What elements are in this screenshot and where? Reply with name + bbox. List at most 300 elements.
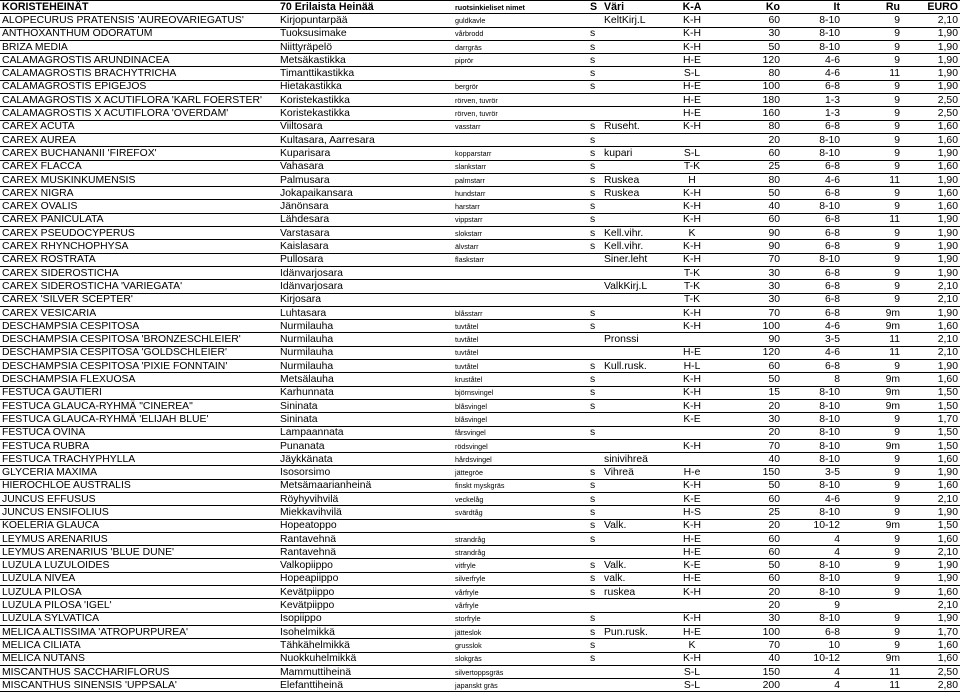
cell-bloom-time: 10-12	[782, 519, 842, 532]
cell-price-euro: 2,10	[902, 346, 960, 359]
table-row	[0, 679, 960, 692]
cell-height: 30	[722, 280, 782, 293]
cell-native-flag: s	[588, 519, 602, 532]
cell-price-euro: 2,10	[902, 492, 960, 505]
table-row	[0, 439, 960, 452]
cell-bloom-time: 4	[782, 679, 842, 692]
cell-price-group: 9	[842, 240, 902, 253]
header-price-euro: EURO	[902, 1, 960, 14]
cell-height: 120	[722, 54, 782, 67]
cell-swedish-name	[453, 266, 588, 279]
cell-swedish-name	[453, 293, 588, 306]
cell-native-flag	[588, 546, 602, 559]
cell-finnish-name: Lähdesara	[278, 213, 453, 226]
cell-swedish-name: strandråg	[453, 546, 588, 559]
cell-price-euro: 2,50	[902, 665, 960, 678]
cell-price-euro: 1,90	[902, 40, 960, 53]
cell-price-group: 9	[842, 253, 902, 266]
cell-bloom-time: 8-10	[782, 426, 842, 439]
cell-price-group: 9	[842, 293, 902, 306]
cell-native-flag	[588, 453, 602, 466]
cell-finnish-name: Luhtasara	[278, 306, 453, 319]
cell-height: 60	[722, 14, 782, 27]
cell-moisture: H-E	[662, 54, 722, 67]
header-height: Ko	[722, 1, 782, 14]
cell-price-group: 9m	[842, 320, 902, 333]
cell-moisture: K-H	[662, 27, 722, 40]
cell-bloom-time: 8-10	[782, 133, 842, 146]
cell-finnish-name: Koristekastikka	[278, 94, 453, 107]
cell-native-flag: s	[588, 360, 602, 373]
cell-price-euro: 1,50	[902, 399, 960, 412]
cell-finnish-name: Sininata	[278, 413, 453, 426]
header-finnish-name: 70 Erilaista Heinää	[278, 1, 453, 14]
cell-latin-name: DESCHAMPSIA CESPITOSA 'PIXIE FONNTAIN'	[0, 360, 278, 373]
cell-height: 50	[722, 373, 782, 386]
cell-swedish-name: flaskstarr	[453, 253, 588, 266]
cell-finnish-name: Nuokkuhelmikkä	[278, 652, 453, 665]
cell-bloom-time: 9	[782, 599, 842, 612]
cell-price-group: 11	[842, 346, 902, 359]
cell-price-group: 11	[842, 213, 902, 226]
cell-price-euro: 2,10	[902, 14, 960, 27]
cell-native-flag: s	[588, 187, 602, 200]
cell-swedish-name: älvstarr	[453, 240, 588, 253]
cell-height: 70	[722, 306, 782, 319]
table-row	[0, 187, 960, 200]
cell-latin-name: ALOPECURUS PRATENSIS 'AUREOVARIEGATUS'	[0, 14, 278, 27]
cell-height: 15	[722, 386, 782, 399]
cell-bloom-time: 4-6	[782, 67, 842, 80]
cell-color	[602, 320, 662, 333]
cell-price-group: 9	[842, 160, 902, 173]
cell-price-group: 9	[842, 453, 902, 466]
cell-moisture: S-L	[662, 67, 722, 80]
cell-height: 60	[722, 546, 782, 559]
cell-latin-name: KOELERIA GLAUCA	[0, 519, 278, 532]
cell-price-group: 9	[842, 360, 902, 373]
cell-latin-name: JUNCUS EFFUSUS	[0, 492, 278, 505]
cell-swedish-name: vasstarr	[453, 120, 588, 133]
cell-price-euro: 1,90	[902, 306, 960, 319]
cell-color	[602, 373, 662, 386]
cell-price-euro: 1,90	[902, 80, 960, 93]
cell-height: 20	[722, 519, 782, 532]
cell-native-flag: s	[588, 133, 602, 146]
cell-finnish-name: Idänvarjosara	[278, 280, 453, 293]
cell-price-euro: 2,10	[902, 546, 960, 559]
cell-price-euro: 1,60	[902, 160, 960, 173]
cell-bloom-time: 8-10	[782, 386, 842, 399]
cell-latin-name: CALAMAGROSTIS ARUNDINACEA	[0, 54, 278, 67]
cell-moisture: H-E	[662, 107, 722, 120]
cell-color	[602, 665, 662, 678]
cell-finnish-name: Koristekastikka	[278, 107, 453, 120]
cell-height: 100	[722, 625, 782, 638]
cell-price-group: 9m	[842, 373, 902, 386]
cell-height: 60	[722, 360, 782, 373]
cell-bloom-time: 4-6	[782, 320, 842, 333]
cell-swedish-name: vippstarr	[453, 213, 588, 226]
cell-price-euro: 1,60	[902, 187, 960, 200]
cell-height: 30	[722, 413, 782, 426]
cell-height: 80	[722, 67, 782, 80]
cell-price-euro: 1,60	[902, 586, 960, 599]
cell-native-flag: s	[588, 572, 602, 585]
table-row	[0, 14, 960, 27]
cell-latin-name: LUZULA NIVEA	[0, 572, 278, 585]
cell-latin-name: LEYMUS ARENARIUS 'BLUE DUNE'	[0, 546, 278, 559]
table-row	[0, 293, 960, 306]
cell-height: 90	[722, 333, 782, 346]
cell-price-group: 9	[842, 40, 902, 53]
cell-price-group: 9	[842, 546, 902, 559]
cell-native-flag: s	[588, 479, 602, 492]
cell-latin-name: CAREX BUCHANANII 'FIREFOX'	[0, 147, 278, 160]
cell-swedish-name: piprör	[453, 54, 588, 67]
cell-bloom-time: 4	[782, 546, 842, 559]
cell-latin-name: CAREX OVALIS	[0, 200, 278, 213]
cell-height: 30	[722, 612, 782, 625]
table-row	[0, 27, 960, 40]
cell-price-group: 9	[842, 572, 902, 585]
table-row	[0, 599, 960, 612]
cell-bloom-time: 10	[782, 639, 842, 652]
cell-moisture: K-H	[662, 652, 722, 665]
cell-price-euro: 1,60	[902, 373, 960, 386]
cell-finnish-name: Vahasara	[278, 160, 453, 173]
cell-moisture: K-H	[662, 187, 722, 200]
cell-moisture: K-H	[662, 439, 722, 452]
table-row	[0, 572, 960, 585]
cell-height: 40	[722, 200, 782, 213]
cell-swedish-name: blåsvingel	[453, 399, 588, 412]
cell-swedish-name: tuvtåtel	[453, 360, 588, 373]
cell-height: 80	[722, 173, 782, 186]
cell-price-group: 9	[842, 612, 902, 625]
cell-price-euro: 2,80	[902, 679, 960, 692]
cell-height: 150	[722, 665, 782, 678]
cell-price-group: 9	[842, 27, 902, 40]
table-row	[0, 320, 960, 333]
cell-moisture: K-H	[662, 306, 722, 319]
cell-bloom-time: 8-10	[782, 559, 842, 572]
cell-native-flag: s	[588, 320, 602, 333]
cell-price-group: 9m	[842, 306, 902, 319]
cell-finnish-name: Rantavehnä	[278, 546, 453, 559]
cell-native-flag	[588, 665, 602, 678]
cell-finnish-name: Nurmilauha	[278, 360, 453, 373]
cell-finnish-name: Kevätpiippo	[278, 599, 453, 612]
cell-native-flag: s	[588, 27, 602, 40]
cell-price-euro: 1,70	[902, 625, 960, 638]
cell-latin-name: CAREX ROSTRATA	[0, 253, 278, 266]
cell-native-flag	[588, 253, 602, 266]
cell-swedish-name: darrgräs	[453, 40, 588, 53]
table-row	[0, 120, 960, 133]
cell-color	[602, 492, 662, 505]
cell-swedish-name: silvertoppsgräs	[453, 665, 588, 678]
cell-bloom-time: 8-10	[782, 439, 842, 452]
cell-bloom-time: 8	[782, 373, 842, 386]
cell-color	[602, 386, 662, 399]
table-row	[0, 453, 960, 466]
cell-price-euro: 1,90	[902, 173, 960, 186]
cell-moisture: H-S	[662, 506, 722, 519]
cell-price-euro: 1,90	[902, 27, 960, 40]
cell-bloom-time: 8-10	[782, 413, 842, 426]
cell-moisture: H-E	[662, 572, 722, 585]
cell-color: Ruskea	[602, 173, 662, 186]
cell-price-euro: 1,60	[902, 639, 960, 652]
cell-price-group: 9	[842, 280, 902, 293]
cell-swedish-name	[453, 133, 588, 146]
cell-latin-name: CAREX VESICARIA	[0, 306, 278, 319]
cell-swedish-name: slankstarr	[453, 160, 588, 173]
cell-finnish-name: Sininata	[278, 399, 453, 412]
cell-finnish-name: Miekkavihvilä	[278, 506, 453, 519]
cell-moisture: K-E	[662, 492, 722, 505]
cell-finnish-name: Isopiippo	[278, 612, 453, 625]
cell-moisture: S-L	[662, 679, 722, 692]
cell-price-euro: 1,60	[902, 200, 960, 213]
cell-swedish-name: veckelåg	[453, 492, 588, 505]
table-row	[0, 160, 960, 173]
cell-native-flag	[588, 439, 602, 452]
cell-latin-name: MISCANTHUS SACCHARIFLORUS	[0, 665, 278, 678]
cell-height: 30	[722, 266, 782, 279]
cell-native-flag: s	[588, 612, 602, 625]
cell-color	[602, 612, 662, 625]
cell-native-flag: s	[588, 559, 602, 572]
cell-latin-name: LUZULA LUZULOIDES	[0, 559, 278, 572]
cell-height: 100	[722, 80, 782, 93]
cell-height: 40	[722, 453, 782, 466]
cell-finnish-name: Lampaannata	[278, 426, 453, 439]
cell-swedish-name: jättegröe	[453, 466, 588, 479]
cell-native-flag: s	[588, 466, 602, 479]
header-latin-name: KORISTEHEINÄT	[0, 1, 278, 14]
cell-native-flag	[588, 107, 602, 120]
table-row	[0, 333, 960, 346]
cell-height: 200	[722, 679, 782, 692]
cell-latin-name: CALAMAGROSTIS X ACUTIFLORA 'OVERDAM'	[0, 107, 278, 120]
cell-price-euro: 1,60	[902, 453, 960, 466]
cell-native-flag: s	[588, 80, 602, 93]
cell-swedish-name: blåsvingel	[453, 413, 588, 426]
cell-bloom-time: 8-10	[782, 40, 842, 53]
cell-price-group: 9	[842, 492, 902, 505]
cell-finnish-name: Kaislasara	[278, 240, 453, 253]
cell-native-flag: s	[588, 54, 602, 67]
cell-latin-name: FESTUCA OVINA	[0, 426, 278, 439]
cell-finnish-name: Metsäkastikka	[278, 54, 453, 67]
table-row	[0, 426, 960, 439]
table-row	[0, 532, 960, 545]
cell-latin-name: MELICA CILIATA	[0, 639, 278, 652]
cell-moisture: K-H	[662, 586, 722, 599]
cell-bloom-time: 8-10	[782, 506, 842, 519]
cell-color: Kull.rusk.	[602, 360, 662, 373]
cell-native-flag: s	[588, 532, 602, 545]
cell-color	[602, 200, 662, 213]
table-row	[0, 360, 960, 373]
cell-color	[602, 94, 662, 107]
cell-latin-name: CAREX MUSKINKUMENSIS	[0, 173, 278, 186]
cell-native-flag	[588, 266, 602, 279]
table-row	[0, 399, 960, 412]
cell-native-flag	[588, 599, 602, 612]
cell-moisture: K-H	[662, 240, 722, 253]
cell-swedish-name: guldkavle	[453, 14, 588, 27]
cell-bloom-time: 8-10	[782, 27, 842, 40]
cell-bloom-time: 8-10	[782, 253, 842, 266]
cell-price-euro: 1,90	[902, 227, 960, 240]
cell-color	[602, 27, 662, 40]
cell-color: Valk.	[602, 519, 662, 532]
cell-bloom-time: 8-10	[782, 479, 842, 492]
cell-finnish-name: Hopeapiippo	[278, 572, 453, 585]
cell-swedish-name: japanskt gräs	[453, 679, 588, 692]
cell-bloom-time: 6-8	[782, 240, 842, 253]
cell-native-flag	[588, 333, 602, 346]
cell-native-flag: s	[588, 492, 602, 505]
cell-color: Pun.rusk.	[602, 625, 662, 638]
cell-moisture	[662, 133, 722, 146]
cell-bloom-time: 6-8	[782, 280, 842, 293]
cell-moisture: T-K	[662, 160, 722, 173]
cell-color	[602, 266, 662, 279]
cell-color: KeltKirj.L	[602, 14, 662, 27]
cell-moisture: K-E	[662, 413, 722, 426]
cell-swedish-name: hårdsvingel	[453, 453, 588, 466]
cell-finnish-name: Röyhyvihvilä	[278, 492, 453, 505]
cell-finnish-name: Valkopiippo	[278, 559, 453, 572]
cell-latin-name: CAREX SIDEROSTICHA 'VARIEGATA'	[0, 280, 278, 293]
cell-color: Ruseht.	[602, 120, 662, 133]
cell-native-flag: s	[588, 200, 602, 213]
cell-latin-name: JUNCUS ENSIFOLIUS	[0, 506, 278, 519]
cell-finnish-name: Hopeatoppo	[278, 519, 453, 532]
cell-bloom-time: 4	[782, 665, 842, 678]
cell-finnish-name: Jäykkänata	[278, 453, 453, 466]
cell-bloom-time: 6-8	[782, 360, 842, 373]
cell-latin-name: FESTUCA GLAUCA-RYHMÄ 'ELIJAH BLUE'	[0, 413, 278, 426]
cell-price-euro: 1,90	[902, 54, 960, 67]
cell-finnish-name: Nurmilauha	[278, 333, 453, 346]
cell-native-flag: s	[588, 173, 602, 186]
cell-color: Pronssi	[602, 333, 662, 346]
cell-latin-name: GLYCERIA MAXIMA	[0, 466, 278, 479]
table-row	[0, 665, 960, 678]
cell-finnish-name: Varstasara	[278, 227, 453, 240]
cell-finnish-name: Timanttikastikka	[278, 67, 453, 80]
cell-bloom-time: 10-12	[782, 652, 842, 665]
cell-price-euro: 1,50	[902, 439, 960, 452]
cell-price-group: 9	[842, 266, 902, 279]
cell-price-euro: 1,60	[902, 133, 960, 146]
cell-swedish-name: vårbrodd	[453, 27, 588, 40]
cell-swedish-name: vårfryle	[453, 599, 588, 612]
cell-height: 160	[722, 107, 782, 120]
cell-price-euro: 1,60	[902, 532, 960, 545]
table-row	[0, 54, 960, 67]
cell-color	[602, 160, 662, 173]
cell-latin-name: CALAMAGROSTIS EPIGEJOS	[0, 80, 278, 93]
cell-color: Vihreä	[602, 466, 662, 479]
cell-height: 60	[722, 213, 782, 226]
cell-height: 180	[722, 94, 782, 107]
cell-swedish-name: björnsvingel	[453, 386, 588, 399]
cell-swedish-name: slokstarr	[453, 227, 588, 240]
cell-height: 80	[722, 120, 782, 133]
cell-finnish-name: Hietakastikka	[278, 80, 453, 93]
cell-finnish-name: Metsälauha	[278, 373, 453, 386]
cell-color	[602, 67, 662, 80]
cell-finnish-name: Kultasara, Aarresara	[278, 133, 453, 146]
cell-color	[602, 546, 662, 559]
cell-moisture: K-H	[662, 519, 722, 532]
cell-finnish-name: Tuoksusimake	[278, 27, 453, 40]
cell-moisture: K-H	[662, 200, 722, 213]
cell-swedish-name: vårfryle	[453, 586, 588, 599]
cell-moisture	[662, 426, 722, 439]
cell-moisture: K-H	[662, 399, 722, 412]
cell-finnish-name: Nurmilauha	[278, 320, 453, 333]
cell-price-euro: 1,90	[902, 253, 960, 266]
cell-latin-name: FESTUCA GLAUCA-RYHMÄ "CINEREA"	[0, 399, 278, 412]
cell-latin-name: DESCHAMPSIA CESPITOSA 'GOLDSCHLEIER'	[0, 346, 278, 359]
cell-native-flag: s	[588, 306, 602, 319]
cell-moisture: T-K	[662, 293, 722, 306]
cell-native-flag: s	[588, 120, 602, 133]
cell-price-group: 9	[842, 120, 902, 133]
cell-color	[602, 213, 662, 226]
table-row	[0, 227, 960, 240]
cell-color	[602, 107, 662, 120]
cell-latin-name: DESCHAMPSIA FLEXUOSA	[0, 373, 278, 386]
cell-moisture	[662, 453, 722, 466]
cell-native-flag	[588, 346, 602, 359]
cell-height: 60	[722, 532, 782, 545]
cell-price-group: 9	[842, 54, 902, 67]
cell-latin-name: CAREX SIDEROSTICHA	[0, 266, 278, 279]
cell-finnish-name: Palmusara	[278, 173, 453, 186]
cell-swedish-name: palmstarr	[453, 173, 588, 186]
cell-color	[602, 506, 662, 519]
cell-bloom-time: 6-8	[782, 227, 842, 240]
cell-finnish-name: Kuparisara	[278, 147, 453, 160]
cell-price-group: 9	[842, 227, 902, 240]
cell-color: valk.	[602, 572, 662, 585]
cell-native-flag	[588, 14, 602, 27]
table-row	[0, 559, 960, 572]
cell-moisture: K-H	[662, 253, 722, 266]
cell-swedish-name: fårsvingel	[453, 426, 588, 439]
cell-price-group: 9	[842, 625, 902, 638]
cell-finnish-name: Idänvarjosara	[278, 266, 453, 279]
cell-price-group: 9	[842, 147, 902, 160]
cell-bloom-time: 6-8	[782, 266, 842, 279]
table-row	[0, 107, 960, 120]
cell-finnish-name: Isosorsimo	[278, 466, 453, 479]
cell-swedish-name: jätteslok	[453, 625, 588, 638]
cell-height: 40	[722, 652, 782, 665]
table-row	[0, 253, 960, 266]
cell-finnish-name: Elefanttiheinä	[278, 679, 453, 692]
header-price-group: Ru	[842, 1, 902, 14]
cell-color	[602, 293, 662, 306]
